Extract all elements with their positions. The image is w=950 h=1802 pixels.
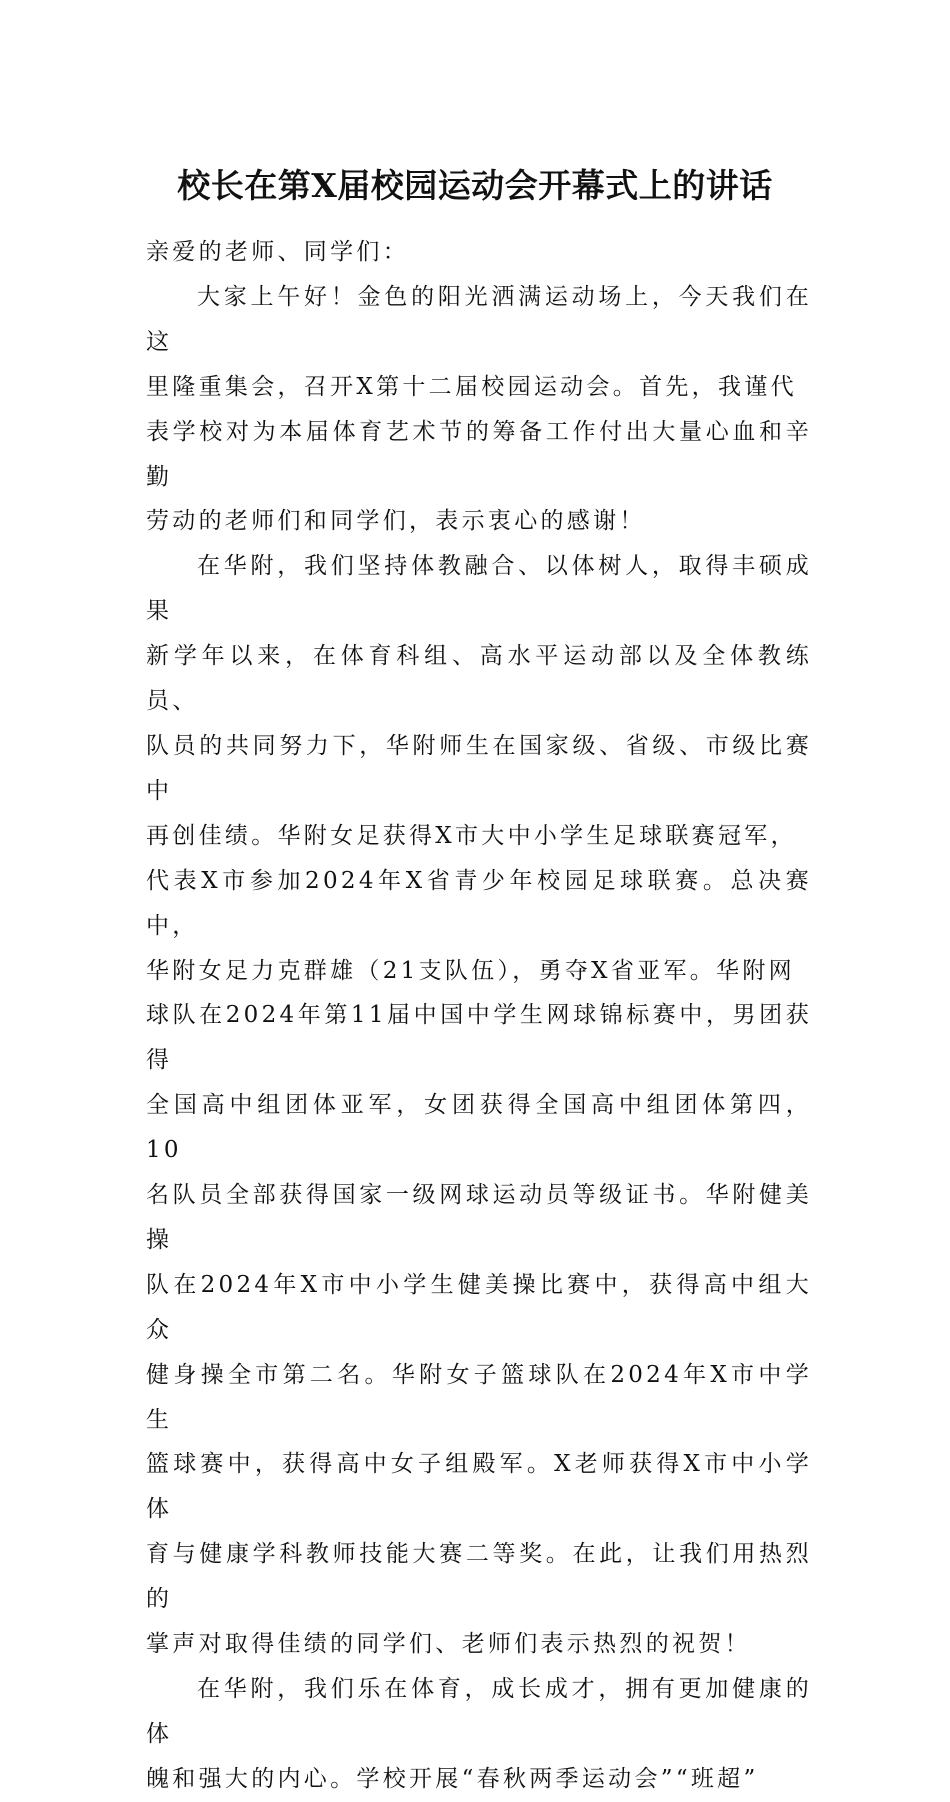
paragraph: 在华附，我们坚持体教融合、以体树人，取得丰硕成果 新学年以来，在体育科组、高水平运动部以及全体教练员、 队员的共同努力下，华附师生在国家级、省级、市级比赛中 再创佳绩。华附女足获得X市大中小学生足球联赛冠军， 代表X市参加2024年X省青少年校园足球联赛。总决赛中， 华附女足力克群雄（21支队伍），勇夺X省亚军。华附网 球队在2024年第11届中国中学生网球锦标赛中，男团获得 全国高中组团体亚军，女团获得全国高中组团体第四，10 名队员全部获得国家一级网球运动员等级证书。华附健美操 队在2024年X市中小学生健美操比赛中，获得高中组大众 健身操全市第二名。华附女子篮球队在2024年X市中学生 篮球赛中，获得高中女子组殿军。X老师获得X市中小学体 育与健康学科教师技能大赛二等奖。在此，让我们用热烈的 掌声对取得佳绩的同学们、老师们表示热烈的祝贺！: [146, 553, 812, 1658]
paragraph: 在华附，我们乐在体育，成长成才，拥有更加健康的体 魄和强大的内心。学校开展“春秋两季运动会”“班超”: [146, 1676, 812, 1792]
greeting: 亲爱的老师、同学们：: [146, 239, 409, 265]
paragraph: 大家上午好！金色的阳光洒满运动场上，今天我们在这 里隆重集会，召开X第十二届校园运动会。首先，我谨代 表学校对为本届体育艺术节的筹备工作付出大量心血和辛勤 劳动的老师们和同学们，表示衷心的感谢！: [146, 283, 812, 535]
speech-body: [146, 230, 812, 1802]
page-title: 校长在第X届校园运动会开幕式上的讲话: [177, 166, 773, 205]
